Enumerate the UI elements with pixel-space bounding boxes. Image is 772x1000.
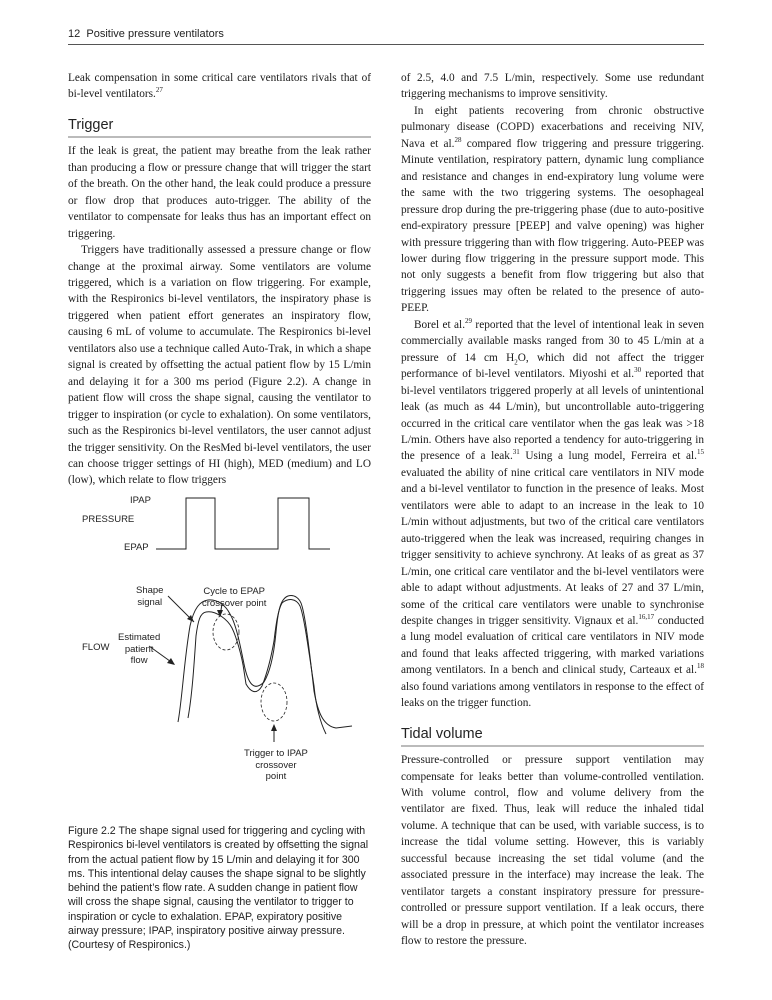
estimated-flow-waveform [178,595,352,728]
citation: 31 [512,448,520,457]
shape-signal-label: Shape signal [136,585,164,608]
header-rule [68,44,704,45]
trigger-to-ipap-label: Trigger to IPAP crossover point [244,748,308,782]
cycle-to-epap-label: Cycle to EPAP crossover point [202,586,267,609]
subscript: 2 [514,357,518,366]
citation: 16,17 [638,613,655,622]
pressure-flow-diagram [68,486,371,804]
citation: 30 [634,366,642,375]
trigger-heading: Trigger [68,117,371,138]
right-column [401,70,704,950]
tidal-volume-paragraph: Pressure-controlled or pressure support ventilation may compensate for leaks better than volume-controlled ventilation. With volume control, flow and volume delivery from the ventilator are fixed. Thus, leak will reduce the inhaled tidal volume. A technique that can be used, with variable success, is to increase the tidal volume setting. However, this is variably successful because increasing the set tidal volume (and the associated pressure in the interface) may increase the leak. The ventilator targets a constant inspiratory pressure for pressure-controlled or pressure support ventilation. If a leak occurs, there will be a drop in pressure, at which point the ventilator increases flow to restore the pressure. [401,754,704,948]
shape-signal-waveform [188,600,326,734]
epap-label: EPAP [124,542,149,553]
ipap-label: IPAP [130,495,151,506]
trigger-paragraph-2: Triggers have traditionally assessed a pressure change or flow change at the proximal airway. Some ventilators are volume triggered, which is a variation on flow triggering. For example, with the Respironics bi-level ventilators, the inspiratory phase is triggered when patient effort generates an inspiratory flow, causing 6 mL of volume to accumulate. The Respironics bi-level ventilators also use a technique called Auto-Trak, in which a shape signal is created by offsetting the actual patient flow by 15 L/min and delaying it for a 300 ms period (Figure 2.2). A change in patient flow will cross the shape signal, causing the ventilator to trigger to inspiration (or cycle to exhalation). On some ventilators, such as the Respironics bi-level ventilators, the user cannot adjust the trigger sensitivity. On the ResMed bi-level ventilators, the user can choose trigger settings of HI (high), MED (medium) and LO (low), which relate to flow triggers [68,244,371,487]
citation: 18 [697,662,704,671]
running-head [68,28,704,40]
paragraph-continued: of 2.5, 4.0 and 7.5 L/min, respectively. Some use redundant triggering mechanisms to improve sensitivity. [401,72,704,101]
trigger-paragraph-1: If the leak is great, the patient may breathe from the leak rather than producing a flow or pressure change that will trigger the start of the breath. On the other hand, the leak could produce a pressure or flow drop that produces auto-trigger. The ability of the ventilator to compensate for leaks thus has an important effect on triggering. [68,145,371,240]
tidal-volume-heading: Tidal volume [401,726,704,747]
figure-caption: Figure 2.2 The shape signal used for triggering and cycling with Respironics bi-level ventilators is created by offsetting the signal from the actual patient flow by 15 L/min and delaying it for 300 ms. This intentional delay causes the shape signal to be slightly behind the patient’s flow rate. A sudden change in patient flow will cross the shape signal, causing the ventilator to trigger to inspiration or cycle to exhalation. EPAP, expiratory positive airway pressure; IPAP, inspiratory positive airway pressure. (Courtesy of Respironics.) [68,825,369,952]
citation: 29 [465,317,473,326]
citation: 15 [696,448,704,457]
figure-2-2 [68,486,371,804]
page-number: 12 [68,28,81,40]
estimated-flow-label: Estimated patient flow [118,632,161,666]
borel-paragraph: Borel et al.$^{29}$ reported that the level of intentional leak in seven commercially available masks ranged from 30 to 45 L/min at a pressure of 14 cm $H_2O$, which did not affect the trigger performance of bi-level ventilators. Miyoshi et al.$^{30}$ reported that bi-level ventilators triggered properly at all levels of unintentional leak (as much as 44 L/min), but uncontrollable auto-triggering occurred in the critical care ventilator when the gas leak was >18 L/min. Others have also reported a tendency for auto-triggering in the presence of a leak.$^{31}$ Using a lung model, Ferreira et al.$^{15}$ evaluated the ability of nine critical care ventilators in NIV mode and a bi-level ventilator to function in the presence of leaks. Most ventilators were able to adapt to an increase in the leak to 10 L/min without adjustments, but two of the critical care ventilators auto-triggered when the leak was increased, requiring changes in trigger sensitivity to achieve synchrony. At leaks of as great as 37 L/min, one critical care ventilator and the bi-level ventilators were able to adapt without adjustments. At leaks of 27 and 37 L/min, some of the critical care ventilators were unable to synchronise despite changes in trigger sensitivity. Vignaux et al.$^{16,17}$ conducted a lung model evaluation of critical care ventilators in NIV mode and found that leaks affected triggering, with marked variations among ventilators. In a bench and clinical study, Carteaux et al.$^{18}$ also found variations among ventilators in response to the effect of leaks on the trigger function. [401,317,704,710]
running-title: Positive pressure ventilators [86,28,224,40]
left-column [68,70,371,489]
pressure-label: PRESSURE [82,514,135,525]
citation: 28 [454,136,462,145]
trigger-crossover-circle [261,683,287,721]
nava-paragraph: In eight patients recovering from chronic obstructive pulmonary disease (COPD) exacerbations and receiving NIV, Nava et al.$^{28}$ compared flow triggering and pressure triggering. Minute ventilation, respiratory pattern, dynamic lung compliance and resistance and changes in end-expiratory lung volume were the same with the two triggering systems. The oesophageal pressure drop during the pre-triggering phase (due to auto-positive end-expiratory pressure [PEEP] and valve opening) was higher with pressure triggering than with flow triggering. Auto-PEEP was lower during flow triggering in the pressure support mode. This not only suggests a benefit from flow triggering but also that triggering issues may often be related to the presence of auto-PEEP. [401,104,704,315]
citation: 27 [155,86,163,95]
pressure-waveform [156,498,330,549]
intro-paragraph: Leak compensation in some critical care ventilators rivals that of bi-level ventilators.$^{27}$ [68,72,371,101]
flow-label: FLOW [82,642,110,653]
